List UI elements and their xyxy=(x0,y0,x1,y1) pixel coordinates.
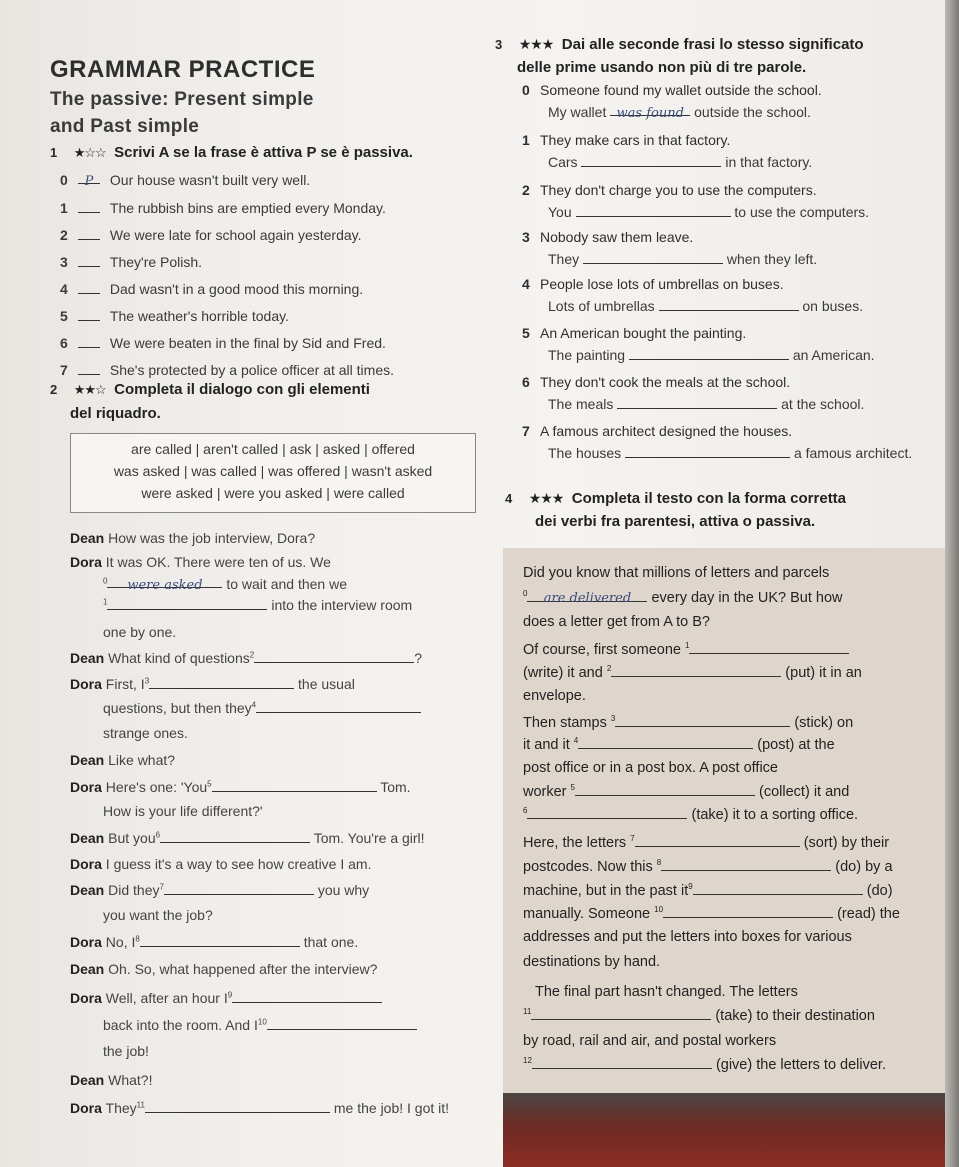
line-text: (collect) it and xyxy=(759,783,850,800)
text-line: (write) it and $^2$ (put) it in an xyxy=(523,664,862,681)
ex1-item xyxy=(60,362,394,378)
item-text: They're Polish. xyxy=(109,254,203,270)
item-text: Lots of umbrellas xyxy=(548,298,655,314)
text-line: envelope. xyxy=(523,688,586,704)
exercise-number: 1 xyxy=(50,145,58,160)
item-text: People lose lots of umbrellas on buses. xyxy=(540,276,784,292)
item-number: 1 xyxy=(60,200,68,216)
exercise-number: 2 xyxy=(50,382,58,397)
answer-blank[interactable] xyxy=(693,883,863,895)
ex3-target-sentence xyxy=(548,251,817,267)
answer-blank[interactable] xyxy=(532,1057,712,1069)
line-text: Here, the letters xyxy=(523,834,627,851)
text-line: Of course, first someone $^1$ xyxy=(523,641,849,658)
answer-blank[interactable] xyxy=(145,1101,330,1113)
ex1-item xyxy=(60,308,289,324)
ex1-item xyxy=(60,200,386,216)
answer-blank[interactable] xyxy=(78,201,100,213)
answer-blank[interactable] xyxy=(663,906,833,918)
speaker: Dora xyxy=(70,676,102,692)
text-line: manually. Someone $^{10}$ (read) the xyxy=(523,905,900,922)
dialog-line: Dora No, $I^8$ that one. xyxy=(70,934,359,950)
line-text: (sort) by their xyxy=(803,834,890,851)
answer-blank[interactable] xyxy=(160,831,310,843)
speaker: Dora xyxy=(70,779,102,795)
answer-blank[interactable] xyxy=(78,228,100,240)
exercise-4-heading xyxy=(505,490,846,508)
dialog-line: one by one. xyxy=(103,624,177,640)
line-text: Here's one: 'You xyxy=(105,779,208,795)
item-text: Dad wasn't in a good mood this morning. xyxy=(109,281,364,297)
exercise-instruction: Completa il dialogo con gli elementi xyxy=(114,381,370,398)
dialog-line: Dora Well, after an hour $I^9$ xyxy=(70,990,382,1006)
dialog-line: $^1$ into the interview room xyxy=(103,597,413,613)
dialog-line xyxy=(70,554,331,570)
item-text: They make cars in that factory. xyxy=(540,132,731,148)
text-line: $^6$ (take) it to a sorting office. xyxy=(523,806,859,823)
ex3-source-sentence xyxy=(522,229,693,245)
line-text: (take) it to a sorting office. xyxy=(691,806,859,823)
text-line: machine, but in the past $it^9$ (do) xyxy=(523,882,893,899)
speaker: Dora xyxy=(70,856,102,872)
line-text: I guess it's a way to see how creative I am. xyxy=(105,856,372,872)
ex1-item xyxy=(60,172,310,188)
example-answer: were asked xyxy=(127,578,203,593)
line-text: What?! xyxy=(108,1072,153,1088)
answer-blank[interactable] xyxy=(78,309,100,321)
dialog-line: Dean But you$^6$ Tom. You're a girl! xyxy=(70,830,425,846)
answer-blank[interactable] xyxy=(575,784,755,796)
exercise-instruction-cont: delle prime usando non più di tre parole. xyxy=(517,59,807,76)
answer-blank[interactable] xyxy=(635,835,800,847)
line-text: What kind of questions xyxy=(108,650,250,666)
line-text: me the job! I got it! xyxy=(333,1100,450,1116)
text-line: Here, the letters $^7$ (sort) by their xyxy=(523,834,890,851)
dialog-line xyxy=(70,856,371,872)
answer-blank[interactable] xyxy=(578,737,753,749)
line-text: Well, after an hour I xyxy=(105,990,228,1006)
dialog-line: How is your life different?' xyxy=(103,803,263,819)
item-text: They don't charge you to use the computers. xyxy=(540,182,817,198)
item-answer: was found xyxy=(616,106,684,121)
line-text: worker xyxy=(523,783,567,800)
ex3-target-sentence xyxy=(548,347,875,363)
exercise-2-heading xyxy=(50,381,370,399)
dialog-line: you want the job? xyxy=(103,907,213,923)
line-text: to wait and then we xyxy=(226,576,347,592)
item-answer: P xyxy=(84,174,94,189)
answer-blank[interactable] xyxy=(617,397,777,409)
line-text: No, I xyxy=(105,934,136,950)
text-line: destinations by hand. xyxy=(523,954,661,970)
text-line: $^{11}$ (take) to their destination xyxy=(523,1007,875,1024)
line-text: How was the job interview, Dora? xyxy=(108,530,316,546)
answer-blank[interactable] xyxy=(254,651,414,663)
ex3-source-sentence xyxy=(522,182,817,198)
exercise-instruction: Dai alle seconde frasi lo stesso significato xyxy=(561,36,864,53)
dialog-line: Dean Did they$^7$ you why xyxy=(70,882,370,898)
line-text: (stick) on xyxy=(794,714,854,731)
answer-blank[interactable] xyxy=(212,780,377,792)
exercise-instruction-cont: del riquadro. xyxy=(70,405,161,422)
answer-blank[interactable] xyxy=(256,701,421,713)
item-number: 0 xyxy=(60,172,68,188)
item-text: They xyxy=(548,251,580,267)
difficulty-stars-icon: ★☆☆ xyxy=(73,145,106,160)
item-text: to use the computers. xyxy=(734,204,870,220)
ex3-target-sentence xyxy=(548,204,869,220)
item-text: The painting xyxy=(548,347,626,363)
item-text: Our house wasn't built very well. xyxy=(109,172,311,188)
answer-blank[interactable] xyxy=(107,598,267,610)
line-text: (post) at the xyxy=(757,736,835,753)
line-text: (write) it and xyxy=(523,664,603,681)
ex3-target-sentence xyxy=(548,154,812,170)
dialog-line: Dora First, $I^3$ the usual xyxy=(70,676,355,692)
item-text: The weather's horrible today. xyxy=(109,308,289,324)
item-text: She's protected by a police officer at all times. xyxy=(109,362,395,378)
answer-blank[interactable] xyxy=(149,677,294,689)
line-text: machine, but in the past it xyxy=(523,882,689,899)
item-text: They don't cook the meals at the school. xyxy=(540,374,791,390)
line-text: that one. xyxy=(303,934,359,950)
line-text: They xyxy=(105,1100,137,1116)
section-subtitle-1: The passive: Present simple xyxy=(50,89,314,110)
dialog-line: Dora They$^{11}$ me the job! I got it! xyxy=(70,1100,450,1116)
answer-blank[interactable] xyxy=(610,104,690,121)
dialog-line xyxy=(70,1072,152,1088)
item-text: We were late for school again yesterday. xyxy=(109,227,362,243)
answer-blank[interactable] xyxy=(78,282,100,294)
answer-blank[interactable] xyxy=(107,576,222,593)
answer-blank[interactable] xyxy=(611,665,781,677)
answer-blank[interactable] xyxy=(689,642,849,654)
text-line: by road, rail and air, and postal workers xyxy=(523,1033,777,1049)
answer-blank[interactable] xyxy=(659,299,799,311)
ex3-source-sentence xyxy=(522,423,792,439)
line-text: Then stamps xyxy=(523,714,607,731)
line-text: postcodes. Now this xyxy=(523,858,653,875)
ex3-source-sentence xyxy=(522,82,822,98)
text-line: The final part hasn't changed. The letters xyxy=(535,984,798,1000)
item-number: 6 xyxy=(60,335,68,351)
speaker: Dean xyxy=(70,1072,105,1088)
item-number: 4 xyxy=(60,281,68,297)
item-number: 5 xyxy=(522,325,530,341)
text-line: it and it $^4$ (post) at the xyxy=(523,736,835,753)
line-text: Did they xyxy=(108,882,160,898)
line-text: (do) by a xyxy=(835,858,893,875)
dialog-line: Dora Here's one: 'You$^5$ Tom. xyxy=(70,779,411,795)
photo-strip xyxy=(503,1093,945,1167)
word-box-line: are called | aren't called | ask | asked | offered xyxy=(131,441,415,457)
dialog-line xyxy=(70,961,377,977)
item-number: 2 xyxy=(522,182,530,198)
section-subtitle-2: and Past simple xyxy=(50,116,200,137)
ex1-item xyxy=(60,281,363,297)
answer-blank[interactable] xyxy=(531,1008,711,1020)
dialog-line xyxy=(70,752,175,768)
line-text: manually. Someone xyxy=(523,905,651,922)
ex1-item xyxy=(60,254,202,270)
line-text: every day in the UK? But how xyxy=(651,589,843,606)
item-text: on buses. xyxy=(802,298,864,314)
dialog-line: Dean What kind of questions$^2$ ? xyxy=(70,650,423,666)
answer-blank[interactable] xyxy=(164,883,314,895)
item-text: at the school. xyxy=(781,396,865,412)
item-number: 7 xyxy=(60,362,68,378)
item-number: 3 xyxy=(60,254,68,270)
answer-blank[interactable] xyxy=(78,336,100,348)
line-text: It was OK. There were ten of us. We xyxy=(105,554,331,570)
item-text: Someone found my wallet outside the school. xyxy=(540,82,822,98)
dialog-line: questions, but then they$^4$ xyxy=(103,700,421,716)
word-box xyxy=(70,433,476,513)
speaker: Dean xyxy=(70,650,105,666)
line-text: Like what? xyxy=(108,752,176,768)
line-text: ? xyxy=(414,650,423,666)
answer-blank[interactable] xyxy=(661,859,831,871)
line-text: it and it xyxy=(523,736,570,753)
page-edge xyxy=(945,0,959,1167)
dialog-line: strange ones. xyxy=(103,725,188,741)
line-text: questions, but then they xyxy=(103,700,252,716)
item-text: A famous architect designed the houses. xyxy=(540,423,793,439)
line-text: (take) to their destination xyxy=(715,1007,875,1024)
speaker: Dean xyxy=(70,961,105,977)
text-line: post office or in a post box. A post office xyxy=(523,760,778,776)
item-text: outside the school. xyxy=(694,104,811,120)
difficulty-stars-icon: ★★★ xyxy=(518,36,554,52)
ex1-item xyxy=(60,227,362,243)
text-line: Then stamps $^3$ (stick) on xyxy=(523,714,854,731)
ex3-target-sentence xyxy=(548,298,863,314)
line-text: Oh. So, what happened after the interview? xyxy=(108,961,378,977)
item-number: 4 xyxy=(522,276,530,292)
line-text: back into the room. And I xyxy=(103,1017,258,1033)
line-text: (read) the xyxy=(837,905,900,922)
line-text: But you xyxy=(108,830,156,846)
item-number: 6 xyxy=(522,374,530,390)
line-text: (put) it in an xyxy=(785,664,862,681)
answer-blank[interactable] xyxy=(583,252,723,264)
line-text: Of course, first someone xyxy=(523,641,681,658)
speaker: Dean xyxy=(70,752,105,768)
dialog-line: the job! xyxy=(103,1043,149,1059)
exercise-1-heading xyxy=(50,144,413,162)
answer-blank[interactable] xyxy=(267,1018,417,1030)
item-text: The houses xyxy=(548,445,622,461)
line-text: the usual xyxy=(298,676,355,692)
answer-blank[interactable] xyxy=(576,205,731,217)
speaker: Dora xyxy=(70,1100,102,1116)
difficulty-stars-icon: ★★☆ xyxy=(73,382,106,397)
answer-blank[interactable] xyxy=(629,348,789,360)
line-text: you why xyxy=(317,882,370,898)
item-text: You xyxy=(548,204,572,220)
item-text: My wallet xyxy=(548,104,607,120)
item-number: 7 xyxy=(522,423,530,439)
speaker: Dean xyxy=(70,882,105,898)
answer-blank[interactable] xyxy=(140,935,300,947)
speaker: Dean xyxy=(70,530,105,546)
exercise-instruction: Completa il testo con la forma corretta xyxy=(571,490,847,507)
text-line: postcodes. Now this $^8$ (do) by a xyxy=(523,858,893,875)
difficulty-stars-icon: ★★★ xyxy=(528,490,564,506)
answer-blank[interactable] xyxy=(78,363,100,375)
line-text: Tom. You're a girl! xyxy=(313,830,425,846)
answer-blank[interactable] xyxy=(232,991,382,1003)
speaker: Dean xyxy=(70,830,105,846)
line-text: (give) the letters to deliver. xyxy=(715,1056,886,1073)
item-text: We were beaten in the final by Sid and Fred. xyxy=(109,335,386,351)
ex3-target-sentence xyxy=(548,445,912,461)
text-line: Did you know that millions of letters and parcels xyxy=(523,565,830,581)
answer-blank[interactable] xyxy=(78,172,100,189)
line-text: (do) xyxy=(866,882,893,899)
item-text: An American bought the painting. xyxy=(540,325,747,341)
exercise-number: 3 xyxy=(495,37,503,52)
item-number: 1 xyxy=(522,132,530,148)
item-text: Nobody saw them leave. xyxy=(540,229,694,245)
line-text: First, I xyxy=(105,676,145,692)
text-line: worker $^5$ (collect) it and xyxy=(523,783,850,800)
speaker: Dora xyxy=(70,990,102,1006)
page-title: GRAMMAR PRACTICE xyxy=(50,56,316,83)
line-text: Tom. xyxy=(380,779,411,795)
line-text: into the interview room xyxy=(271,597,413,613)
item-text: a famous architect. xyxy=(793,445,913,461)
text-line: does a letter get from A to B? xyxy=(523,614,710,630)
text-line: addresses and put the letters into boxes for various xyxy=(523,929,852,945)
dialog-line: back into the room. And $I^{10}$ xyxy=(103,1017,417,1033)
answer-blank[interactable] xyxy=(625,446,790,458)
item-text: The rubbish bins are emptied every Monday. xyxy=(109,200,386,216)
ex3-target-sentence xyxy=(548,396,864,412)
exercise-number: 4 xyxy=(505,491,513,506)
item-text: The meals xyxy=(548,396,614,412)
speaker: Dora xyxy=(70,934,102,950)
answer-blank[interactable] xyxy=(581,155,721,167)
ex1-item xyxy=(60,335,386,351)
exercise-instruction-cont: dei verbi fra parentesi, attiva o passiva. xyxy=(535,513,816,530)
answer-blank[interactable] xyxy=(615,715,790,727)
ex3-source-sentence xyxy=(522,132,730,148)
item-number: 2 xyxy=(60,227,68,243)
word-box-line: was asked | was called | was offered | wasn't asked xyxy=(113,463,433,479)
ex3-source-sentence xyxy=(522,276,784,292)
ex3-target-sentence xyxy=(548,104,811,120)
item-number: 5 xyxy=(60,308,68,324)
item-text: in that factory. xyxy=(725,154,813,170)
ex3-source-sentence xyxy=(522,325,746,341)
word-box-line: were asked | were you asked | were called xyxy=(141,485,405,501)
item-number: 3 xyxy=(522,229,530,245)
exercise-instruction: Scrivi A se la frase è attiva P se è passiva. xyxy=(114,144,413,161)
example-answer: are delivered xyxy=(543,590,632,606)
text-line: $^{12}$ (give) the letters to deliver. xyxy=(523,1056,886,1073)
exercise-3-heading xyxy=(495,36,864,54)
text-line: $^0$ are delivered every day in the UK? But how xyxy=(523,589,843,606)
answer-blank[interactable] xyxy=(527,590,647,606)
speaker: Dora xyxy=(70,554,102,570)
item-text: an American. xyxy=(792,347,875,363)
answer-blank[interactable] xyxy=(527,807,687,819)
dialog-line: $^0$ were asked to wait and then we xyxy=(103,576,347,593)
item-number: 0 xyxy=(522,82,530,98)
ex3-source-sentence xyxy=(522,374,790,390)
item-text: when they left. xyxy=(726,251,818,267)
dialog-line xyxy=(70,530,315,546)
answer-blank[interactable] xyxy=(78,255,100,267)
item-text: Cars xyxy=(548,154,578,170)
